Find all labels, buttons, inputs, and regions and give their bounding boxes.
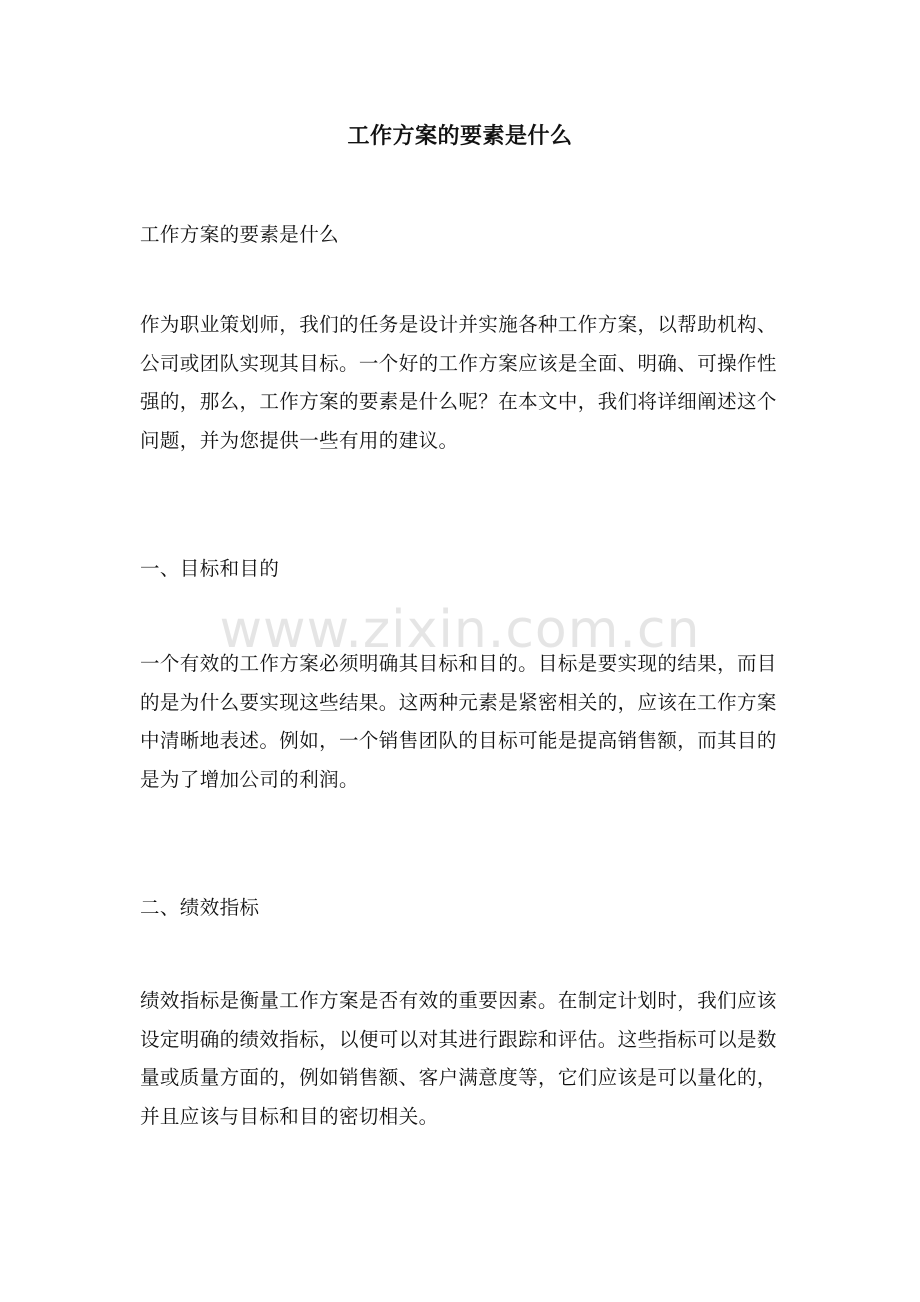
document-subtitle: 工作方案的要素是什么 xyxy=(140,223,340,246)
section-2-heading: 二、绩效指标 xyxy=(140,896,260,919)
watermark: www.zixin.com.cn xyxy=(219,600,701,660)
section-1-body: 一个有效的工作方案必须明确其目标和目的。目标是要实现的结果，而目的是为什么要实现这些结果。这两种元素是紧密相关的，应该在工作方案中清晰地表述。例如，一个销售团队的目标可能是提高销售额，而其目的是为了增加公司的利润。 xyxy=(140,652,777,791)
intro-paragraph: 作为职业策划师，我们的任务是设计并实施各种工作方案，以帮助机构、公司或团队实现其目标。一个好的工作方案应该是全面、明确、可操作性强的，那么，工作方案的要素是什么呢？在本文中，我们将详细阐述这个问题，并为您提供一些有用的建议。 xyxy=(140,313,777,452)
document-title: 工作方案的要素是什么 xyxy=(347,123,573,149)
section-2-body: 绩效指标是衡量工作方案是否有效的重要因素。在制定计划时，我们应该设定明确的绩效指标，以便可以对其进行跟踪和评估。这些指标可以是数量或质量方面的，例如销售额、客户满意度等，它们应该是可以量化的，并且应该与目标和目的密切相关。 xyxy=(140,989,777,1128)
section-1-heading: 一、目标和目的 xyxy=(140,557,280,580)
